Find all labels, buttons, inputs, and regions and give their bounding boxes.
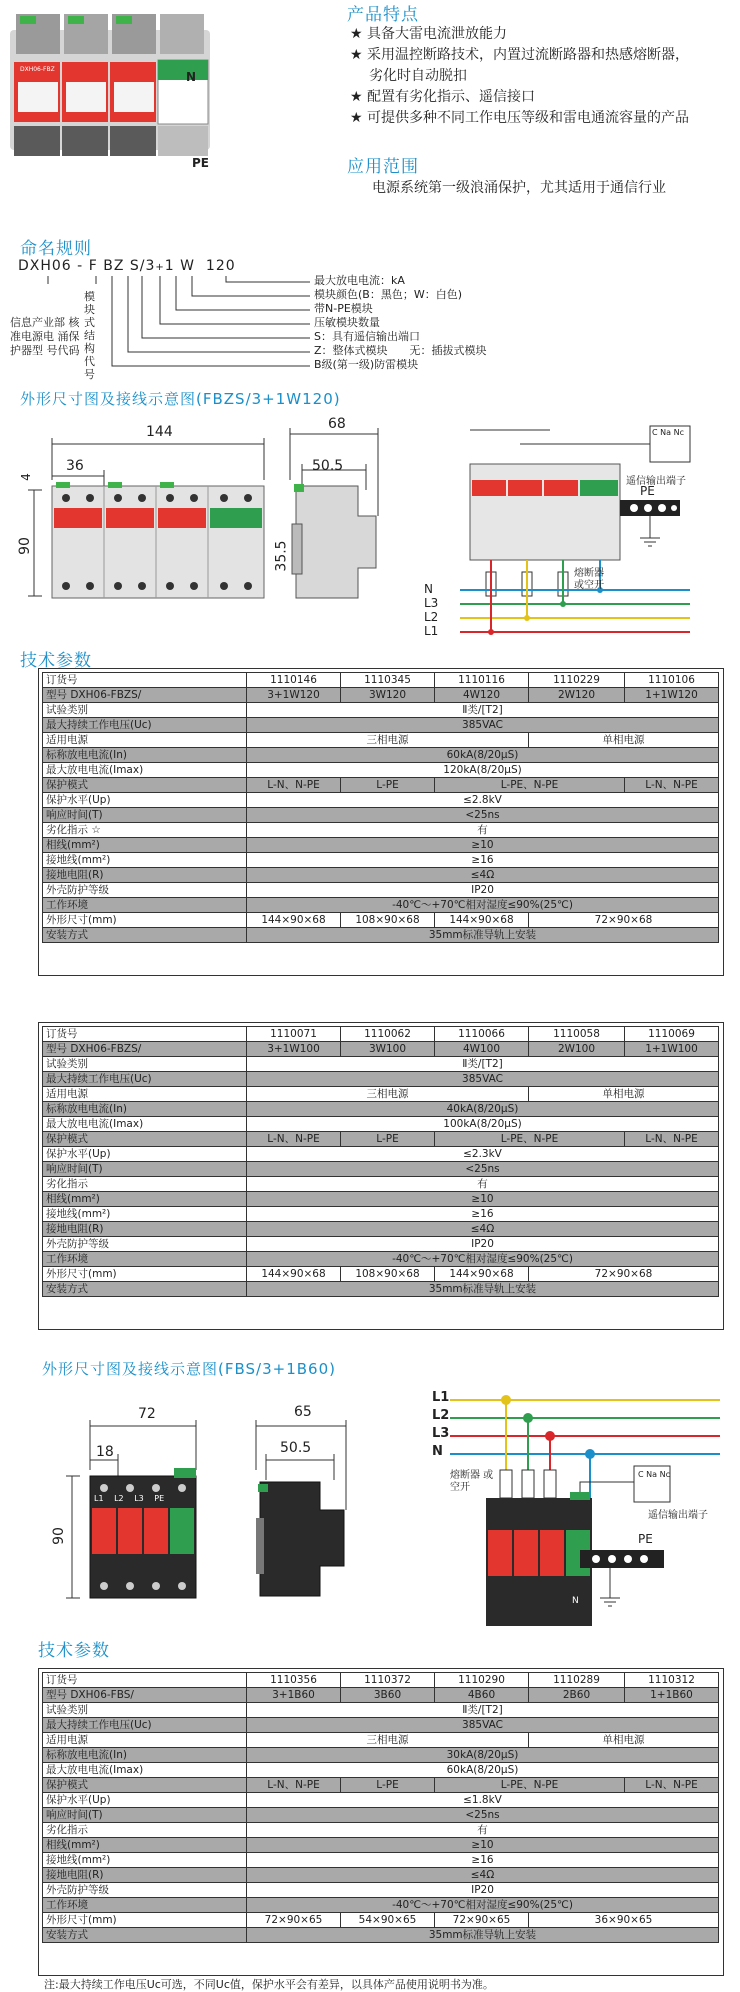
wiring1-line-l3: L3 <box>424 596 439 610</box>
table-row: 保护水平(Up) ≤1.8kV <box>43 1793 719 1808</box>
table-row: 相线(mm²) ≥10 <box>43 838 719 853</box>
table-row: 型号 DXH06-FBZS/ 3+1W120 3W120 4W120 2W120 1+1W120 <box>43 688 719 703</box>
dim-depth-50-5: 50.5 <box>312 458 344 474</box>
wiring2-line-l2: L2 <box>432 1408 450 1423</box>
diagram2-title: 外形尺寸图及接线示意图(FBS/3+1B60) <box>42 1360 336 1378</box>
dim2-depth-65: 65 <box>294 1404 312 1420</box>
table-row: 型号 DXH06-FBS/ 3+1B60 3B60 4B60 2B60 1+1B60 <box>43 1688 719 1703</box>
table-row: 保护模式 L-N、N-PE L-PE L-PE、N-PE L-N、N-PE <box>43 778 719 793</box>
table-row: 试验类别 Ⅱ类/[T2] <box>43 703 719 718</box>
table-row: 型号 DXH06-FBZS/ 3+1W100 3W100 4W100 2W100 1+1W100 <box>43 1042 719 1057</box>
table-row: 外形尺寸(mm) 72×90×65 54×90×65 72×90×65 36×90×65 <box>43 1913 719 1928</box>
naming-left-vertical: 信息产业部 核准电源电 涌保护器型 号代码 <box>10 316 80 357</box>
photo-label-n: N <box>186 70 197 84</box>
dim-height-90: 90 <box>16 537 33 555</box>
photo-label-pe: PE <box>192 156 209 170</box>
naming-mid-vertical: 模块式结构代号 <box>84 290 95 381</box>
feature-item: 劣化时自动脱扣 <box>369 68 467 84</box>
table-row: 外形尺寸(mm) 144×90×68 108×90×68 144×90×68 72×90×68 <box>43 1267 719 1282</box>
table-row: 安装方式 35mm标准导轨上安装 <box>43 1928 719 1943</box>
table-row: 订货号 1110356 1110372 1110290 1110289 1110312 <box>43 1673 719 1688</box>
wiring1-pe-label: PE <box>640 484 655 498</box>
table-row: 接地电阻(R) ≤4Ω <box>43 868 719 883</box>
table-row: 工作环境 -40℃～+70℃相对湿度≤90%(25℃) <box>43 898 719 913</box>
table-row: 劣化指示 有 <box>43 1177 719 1192</box>
wiring2-line-l3: L3 <box>432 1426 450 1441</box>
table-row: 响应时间(T) <25ns <box>43 1162 719 1177</box>
table-row: 保护水平(Up) ≤2.3kV <box>43 1147 719 1162</box>
product-photo <box>6 10 216 170</box>
spec-table-1 <box>42 672 719 943</box>
table-row: 适用电源 三相电源 单相电源 <box>43 733 719 748</box>
wiring2-pe-label: PE <box>638 1532 653 1546</box>
feature-item: ★ 采用温控断路技术，内置过流断路器和热感熔断器， <box>350 47 690 63</box>
table-row: 保护模式 L-N、N-PE L-PE L-PE、N-PE L-N、N-PE <box>43 1132 719 1147</box>
wiring1-line-l1: L1 <box>424 624 439 638</box>
table-row: 试验类别 Ⅱ类/[T2] <box>43 1057 719 1072</box>
wiring2-line-n: N <box>432 1444 443 1459</box>
table-row: 标称放电电流(In) 40kA(8/20μS) <box>43 1102 719 1117</box>
photo-module-text: DXH06-FBZ <box>20 66 55 73</box>
diagram1-front-view <box>16 420 278 620</box>
naming-title: 命名规则 <box>20 239 92 259</box>
table-row: 接地线(mm²) ≥16 <box>43 1853 719 1868</box>
diagram1-title: 外形尺寸图及接线示意图(FBZS/3+1W120) <box>20 390 341 408</box>
diagram2-front-view <box>50 1400 210 1610</box>
table-row: 外壳防护等级 IP20 <box>43 1883 719 1898</box>
dim-module-36: 36 <box>66 458 84 474</box>
dim-top-4: 4 <box>18 473 33 481</box>
dim-h-35-5: 35.5 <box>273 540 290 572</box>
table-row: 相线(mm²) ≥10 <box>43 1838 719 1853</box>
spec-title-3: 技术参数 <box>38 1641 110 1661</box>
spec-title-1: 技术参数 <box>20 651 92 671</box>
features-title: 产品特点 <box>347 5 419 25</box>
table-row: 最大放电电流(Imax) 60kA(8/20μS) <box>43 1763 719 1778</box>
table-row: 标称放电电流(In) 60kA(8/20μS) <box>43 748 719 763</box>
table-row: 接地线(mm²) ≥16 <box>43 853 719 868</box>
diagram1-wiring <box>424 420 730 650</box>
table-row: 最大放电电流(Imax) 120kA(8/20μS) <box>43 763 719 778</box>
table-row: 接地线(mm²) ≥16 <box>43 1207 719 1222</box>
feature-item: ★ 配置有劣化指示、遥信接口 <box>350 89 536 105</box>
wiring1-remote-label: 遥信输出端子 <box>626 476 686 487</box>
table-row: 保护模式 L-N、N-PE L-PE L-PE、N-PE L-N、N-PE <box>43 1778 719 1793</box>
table-row: 订货号 1110071 1110062 1110066 1110058 1110069 <box>43 1027 719 1042</box>
application-title: 应用范围 <box>347 157 419 177</box>
wiring2-remote-label: 遥信输出端子 <box>648 1510 708 1521</box>
dim2-width-72: 72 <box>138 1406 156 1422</box>
table-row: 订货号 1110146 1110345 1110116 1110229 1110106 <box>43 673 719 688</box>
table-row: 外形尺寸(mm) 144×90×68 108×90×68 144×90×68 72×90×68 <box>43 913 719 928</box>
table-row: 外壳防护等级 IP20 <box>43 1237 719 1252</box>
table-row: 相线(mm²) ≥10 <box>43 1192 719 1207</box>
wiring1-line-n: N <box>424 582 433 596</box>
naming-code: DXH06 - F BZ S/3+1 W 120 <box>18 258 236 274</box>
table-row: 最大持续工作电压(Uc) 385VAC <box>43 1718 719 1733</box>
wiring2-n-label: N <box>572 1596 579 1606</box>
photo-label-l2: L2 <box>82 156 98 170</box>
application-text: 电源系统第一级浪涌保护，尤其适用于通信行业 <box>372 180 666 196</box>
table-row: 接地电阻(R) ≤4Ω <box>43 1868 719 1883</box>
dim-width-144: 144 <box>146 424 173 440</box>
dim2-height-90: 90 <box>50 1527 67 1545</box>
wiring1-fuse-label: 熔断器 或空开 <box>574 568 604 591</box>
table-row: 安装方式 35mm标准导轨上安装 <box>43 928 719 943</box>
spec-table-2 <box>42 1026 719 1297</box>
footnote: 注:最大持续工作电压Uc可选，不同Uc值，保护水平会有差异，以具体产品使用说明书为准。 <box>44 1978 494 1991</box>
wiring2-terminal: C Na Nc <box>638 1470 670 1479</box>
dim2-module-labels: L1 L2 L3 PE <box>94 1494 165 1503</box>
wiring2-fuse-label: 熔断器 或空开 <box>450 1470 494 1493</box>
dim-depth-68: 68 <box>328 416 346 432</box>
wiring1-line-l2: L2 <box>424 610 439 624</box>
table-row: 劣化指示 有 <box>43 1823 719 1838</box>
table-row: 响应时间(T) <25ns <box>43 808 719 823</box>
table-row: 接地电阻(R) ≤4Ω <box>43 1222 719 1237</box>
table-row: 最大持续工作电压(Uc) 385VAC <box>43 1072 719 1087</box>
wiring2-line-l1: L1 <box>432 1390 450 1405</box>
table-row: 劣化指示 ☆ 有 <box>43 823 719 838</box>
dim2-depth-50-5: 50.5 <box>280 1440 312 1456</box>
table-row: 安装方式 35mm标准导轨上安装 <box>43 1282 719 1297</box>
dim2-module-18: 18 <box>96 1444 114 1460</box>
table-row: 最大持续工作电压(Uc) 385VAC <box>43 718 719 733</box>
photo-label-l1: L1 <box>34 156 50 170</box>
table-row: 适用电源 三相电源 单相电源 <box>43 1733 719 1748</box>
diagram1-side-view <box>273 416 402 620</box>
table-row: 保护水平(Up) ≤2.8kV <box>43 793 719 808</box>
table-row: 试验类别 Ⅱ类/[T2] <box>43 1703 719 1718</box>
table-row: 标称放电电流(In) 30kA(8/20μS) <box>43 1748 719 1763</box>
wiring1-terminal: C Na Nc <box>652 428 684 437</box>
spec-table-3 <box>42 1672 719 1943</box>
naming-items: 最大放电电流：kA 模块颜色(B：黑色；W：白色) 带N-PE模块 压敏模块数量 S：具有遥信输出端口 Z：整体式模块 无：插拔式模块 B级(第一级)防雷模块 <box>314 274 487 371</box>
table-row: 响应时间(T) <25ns <box>43 1808 719 1823</box>
table-row: 工作环境 -40℃～+70℃相对湿度≤90%(25℃) <box>43 1898 719 1913</box>
table-row: 工作环境 -40℃～+70℃相对湿度≤90%(25℃) <box>43 1252 719 1267</box>
photo-label-l3: L3 <box>130 156 146 170</box>
table-row: 最大放电电流(Imax) 100kA(8/20μS) <box>43 1117 719 1132</box>
diagram2-wiring <box>430 1386 730 1636</box>
features-list <box>350 24 740 129</box>
table-row: 外壳防护等级 IP20 <box>43 883 719 898</box>
diagram2-side-view <box>250 1400 360 1610</box>
table-row: 适用电源 三相电源 单相电源 <box>43 1087 719 1102</box>
feature-item: ★ 可提供多种不同工作电压等级和雷电通流容量的产品 <box>350 110 690 126</box>
feature-item: ★ 具备大雷电流泄放能力 <box>350 26 508 42</box>
